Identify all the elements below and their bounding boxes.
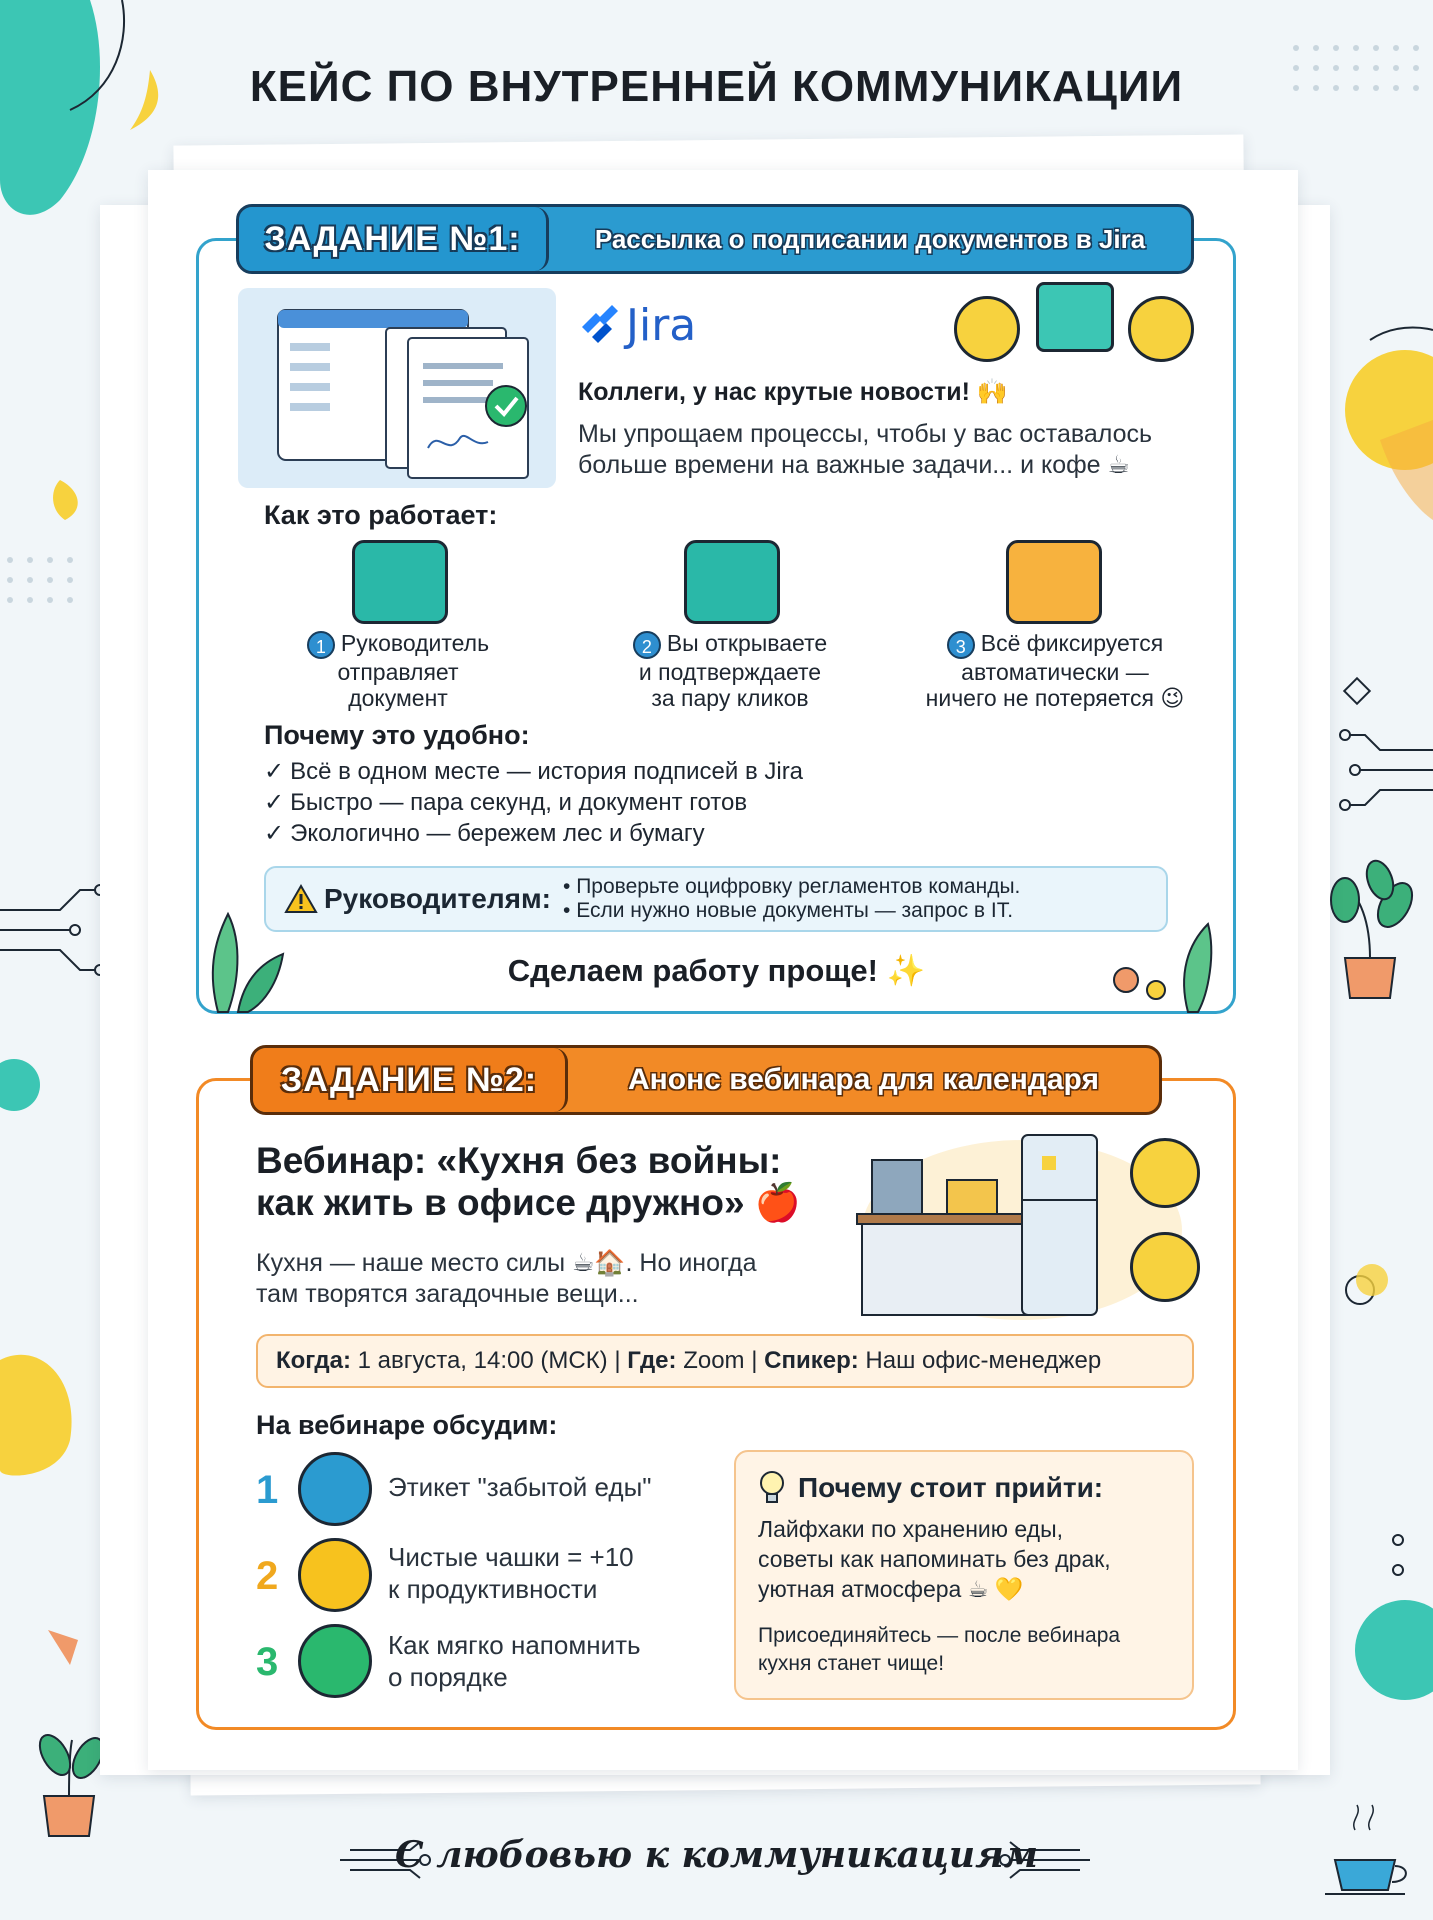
cups-icon bbox=[298, 1538, 372, 1612]
step-number: 3 bbox=[947, 631, 975, 659]
leaf-decor-icon bbox=[198, 904, 298, 1014]
step-3 bbox=[900, 630, 1210, 711]
step-text-line: и подтверждаете bbox=[638, 658, 822, 685]
step-text-line: Вы открываете bbox=[666, 630, 828, 656]
step-text-line: за пару кликов bbox=[651, 684, 809, 711]
benefit-text: Экологично — бережем лес и бумагу bbox=[290, 820, 705, 847]
avatar-man-2-icon bbox=[1130, 1138, 1200, 1208]
step-number: 1 bbox=[307, 631, 335, 659]
benefit-text: Быстро — пара секунд, и документ готов bbox=[290, 789, 748, 816]
how-it-works-title: Как это работает: bbox=[264, 500, 498, 530]
why-text-line: Лайфхаки по хранению еды, bbox=[758, 1516, 1064, 1542]
check-icon: ✓ bbox=[264, 789, 285, 816]
webinar-desc-line1: Кухня — наше место силы ☕🏠. Но иногда bbox=[256, 1249, 757, 1277]
task2-header bbox=[250, 1045, 1162, 1115]
separator: | bbox=[751, 1347, 758, 1374]
jira-logo-text: Jira bbox=[626, 300, 697, 351]
webinar-desc-line2: там творятся загадочные вещи... bbox=[256, 1280, 639, 1308]
task1-closing: Сделаем работу проще! ✨ bbox=[507, 953, 926, 988]
chat-bubble-icon bbox=[298, 1624, 372, 1698]
managers-point: • Проверьте оцифровку регламентов команды. bbox=[563, 875, 1021, 898]
where-value: Zoom bbox=[683, 1347, 745, 1374]
webinar-title-line1: Вебинар: «Кухня без войны: bbox=[256, 1140, 782, 1181]
check-icon: ✓ bbox=[264, 820, 285, 847]
topic-line: Как мягко напомнить bbox=[388, 1630, 641, 1660]
fridge-icon bbox=[298, 1452, 372, 1526]
step-text-line: автоматически — bbox=[961, 658, 1149, 685]
avatar-woman-icon bbox=[1128, 296, 1194, 362]
why-attend-box bbox=[734, 1450, 1194, 1700]
step-1 bbox=[258, 630, 538, 711]
step-number: 2 bbox=[633, 631, 661, 659]
topic-line: Чистые чашки = +10 bbox=[388, 1542, 634, 1572]
topic-line: к продуктивности bbox=[388, 1574, 598, 1604]
managers-label: Руководителям: bbox=[324, 883, 552, 914]
screen-avatar-icon bbox=[1036, 282, 1114, 352]
benefit-text: Всё в одном месте — история подписей в Jira bbox=[290, 758, 804, 785]
plant-left bbox=[34, 1730, 110, 1836]
step-text-line: отправляет bbox=[337, 658, 459, 685]
topic-number: 3 bbox=[256, 1640, 279, 1684]
step-text-line: документ bbox=[348, 684, 448, 711]
join-text-line: кухня станет чище! bbox=[758, 1652, 945, 1675]
benefits-list bbox=[264, 756, 803, 849]
task1-intro-line1: Мы упрощаем процессы, чтобы у вас оставалось bbox=[578, 420, 1153, 448]
task1-number: ЗАДАНИЕ №1: bbox=[239, 207, 549, 271]
document-sign-icon bbox=[352, 540, 448, 624]
document-signing-illustration bbox=[238, 288, 556, 488]
webinar-info-bar bbox=[256, 1334, 1194, 1388]
list-item bbox=[264, 756, 803, 787]
locked-folder-icon bbox=[1006, 540, 1102, 624]
why-text-line: уютная атмосфера ☕ 💛 bbox=[758, 1576, 1024, 1602]
when-value: 1 августа, 14:00 (МСК) bbox=[357, 1347, 608, 1374]
discuss-title: На вебинаре обсудим: bbox=[256, 1410, 558, 1440]
task1-headline: Коллеги, у нас крутые новости! 🙌 bbox=[578, 378, 1008, 406]
footer-signature: С любовью к коммуникациям bbox=[395, 1834, 1038, 1876]
flower-decor-icon bbox=[1108, 904, 1228, 1014]
managers-points bbox=[563, 875, 1020, 923]
why-text-line: советы как напоминать без драк, bbox=[758, 1546, 1111, 1572]
step-2 bbox=[590, 630, 870, 711]
where-label: Где: bbox=[627, 1347, 677, 1374]
speaker-label: Спикер: bbox=[764, 1347, 859, 1374]
managers-point: • Если нужно новые документы — запрос в IT. bbox=[563, 899, 1014, 922]
topic-line: Этикет "забытой еды" bbox=[388, 1472, 652, 1502]
task1-intro-line2: больше времени на важные задачи... и кофе ☕ bbox=[578, 451, 1130, 479]
topic-number: 1 bbox=[256, 1468, 279, 1512]
speaker-value: Наш офис-менеджер bbox=[865, 1347, 1102, 1374]
page-title: КЕЙС ПО ВНУТРЕННЕЙ КОММУНИКАЦИИ bbox=[249, 62, 1184, 111]
why-attend-title: Почему стоит прийти: bbox=[798, 1472, 1104, 1503]
task2-subtitle: Анонс вебинара для календаря bbox=[628, 1063, 1099, 1096]
step-text-line: Руководитель bbox=[340, 630, 490, 656]
task2-number: ЗАДАНИЕ №2: bbox=[253, 1048, 568, 1112]
when-label: Когда: bbox=[276, 1347, 351, 1374]
step-text-line: Всё фиксируется bbox=[980, 630, 1164, 656]
check-icon: ✓ bbox=[264, 758, 285, 785]
avatar-man-icon bbox=[954, 296, 1020, 362]
join-text-line: Присоединяйтесь — после вебинара bbox=[758, 1624, 1121, 1647]
topic-line: о порядке bbox=[388, 1662, 508, 1692]
task1-header bbox=[236, 204, 1194, 274]
document-icon bbox=[238, 288, 556, 488]
step-text-line: ничего не потеряется 😉 bbox=[925, 684, 1185, 711]
lightbulb-icon bbox=[758, 1470, 786, 1504]
avatar-woman-2-icon bbox=[1130, 1232, 1200, 1302]
task1-subtitle: Рассылка о подписании документов в Jira bbox=[594, 223, 1146, 254]
separator: | bbox=[614, 1347, 621, 1374]
webinar-title-line2: как жить в офисе дружно» 🍎 bbox=[256, 1182, 801, 1223]
why-convenient-title: Почему это удобно: bbox=[264, 720, 530, 750]
list-item bbox=[264, 787, 803, 818]
managers-callout bbox=[264, 866, 1168, 932]
list-item bbox=[264, 818, 803, 849]
browser-click-icon bbox=[684, 540, 780, 624]
topic-number: 2 bbox=[256, 1554, 279, 1598]
jira-icon bbox=[578, 305, 620, 347]
jira-logo bbox=[578, 300, 696, 351]
